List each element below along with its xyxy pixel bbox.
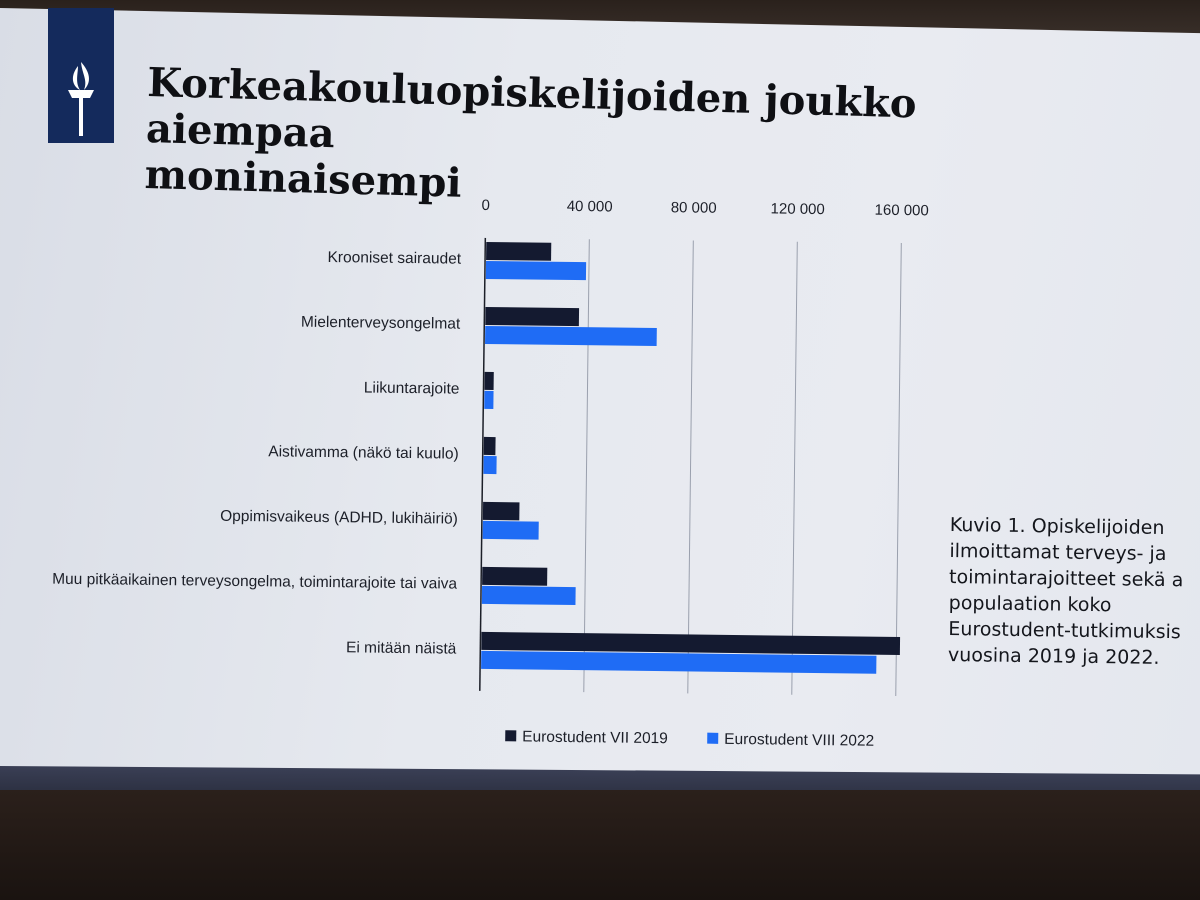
- caption-line-4: populaation koko: [948, 591, 1112, 617]
- gridline: [688, 240, 694, 693]
- bar-2019: [484, 437, 496, 455]
- bar-2022: [486, 261, 586, 280]
- bar-2022: [483, 456, 496, 474]
- caption-line-1: Kuvio 1. Opiskelijoiden: [949, 513, 1165, 539]
- university-logo: [48, 8, 114, 143]
- figure-caption: [948, 512, 1200, 671]
- legend-label: Eurostudent VII 2019: [522, 728, 668, 748]
- bar-2019: [486, 242, 551, 261]
- bar-2019: [484, 372, 493, 390]
- bar-2022: [483, 521, 539, 540]
- gridline: [896, 243, 902, 696]
- bar-2022: [485, 326, 657, 346]
- room-background-bottom: [0, 790, 1200, 900]
- slide-title-line-1: Korkeakouluopiskelijoiden joukko aiempaa: [145, 59, 918, 158]
- bar-2022: [481, 651, 876, 674]
- category-label: Oppimisvaikeus (ADHD, lukihäiriö): [220, 507, 458, 528]
- slide-title-line-2: moninaisempi: [144, 150, 463, 207]
- x-tick-label: 40 000: [566, 197, 613, 216]
- category-label: Ei mitään näistä: [345, 639, 457, 658]
- caption-line-3: toimintarajoitteet sekä a: [948, 565, 1184, 592]
- bar-2019: [482, 567, 547, 586]
- x-tick-label: 160 000: [874, 201, 929, 220]
- category-label: Mielenterveysongelmat: [300, 313, 461, 333]
- category-label: Liikuntarajoite: [363, 379, 460, 398]
- bar-2022: [484, 391, 493, 409]
- legend-label: Eurostudent VIII 2022: [724, 730, 875, 750]
- gridline: [584, 239, 590, 692]
- caption-line-2: ilmoittamat terveys- ja: [949, 539, 1167, 566]
- gridline: [792, 242, 798, 695]
- category-label: Muu pitkäaikainen terveysongelma, toimintarajoite tai vaiva: [52, 570, 458, 593]
- category-label: Aistivamma (näkö tai kuulo): [268, 443, 459, 463]
- bar-2019: [485, 307, 579, 326]
- caption-line-5: Eurostudent-tutkimuksis: [948, 617, 1181, 644]
- bar-chart: [0, 180, 960, 772]
- bar-2019: [481, 632, 900, 655]
- x-tick-label: 0: [481, 196, 491, 214]
- category-label: Krooniset sairaudet: [327, 249, 462, 268]
- legend-swatch: [505, 730, 516, 741]
- x-tick-label: 120 000: [770, 200, 825, 219]
- legend-swatch: [707, 733, 718, 744]
- bar-2019: [483, 502, 520, 520]
- chart-container: [0, 180, 960, 772]
- caption-line-6: vuosina 2019 ja 2022.: [947, 643, 1160, 669]
- x-tick-label: 80 000: [670, 199, 717, 217]
- bar-2022: [482, 586, 576, 605]
- torch-icon: [60, 60, 102, 140]
